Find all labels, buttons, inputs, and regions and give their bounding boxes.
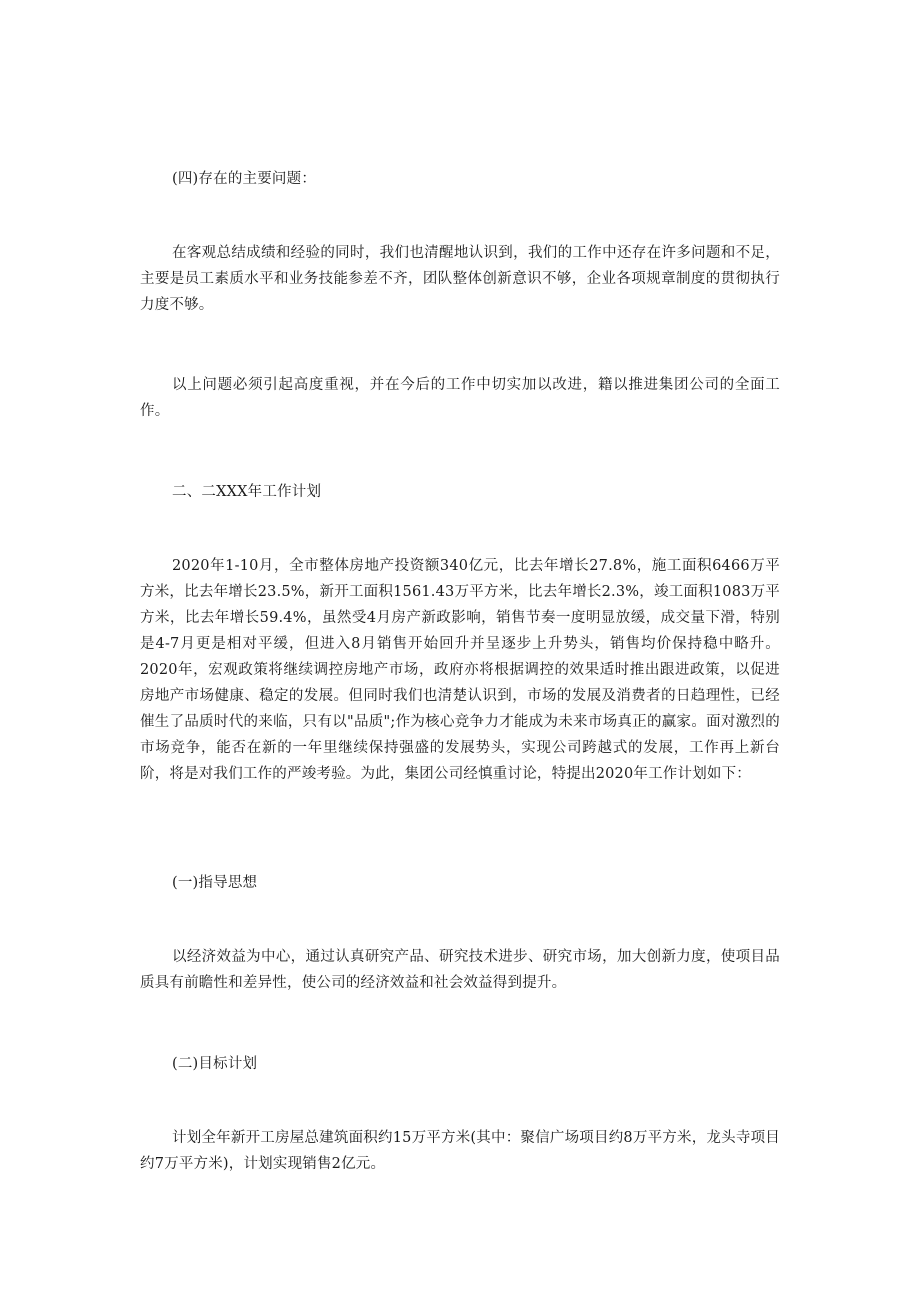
section-heading-guiding-ideology: (一)指导思想 (172, 875, 258, 891)
paragraph-target-plan: 计划全年新开工房屋总建筑面积约15万平方米(其中：聚信广场项目约8万平方米，龙头寺项目约7万平方米)，计划实现销售2亿元。 (140, 1130, 780, 1172)
section-heading-existing-problems: (四)存在的主要问题： (172, 171, 317, 187)
paragraph-problems: 在客观总结成绩和经验的同时，我们也清醒地认识到，我们的工作中还存在许多问题和不足，主要是员工素质水平和业务技能参差不齐，团队整体创新意识不够，企业各项规章制度的贯彻执行力度不够。 (140, 245, 780, 313)
paragraph-market-overview: 2020年1-10月，全市整体房地产投资额340亿元，比去年增长27.8%，施工面积6466万平方米，比去年增长23.5%，新开工面积1561.43万平方米，比去年增长2.3%，竣工面积1083万平方米，比去年增长59.4%，虽然受4月房产新政影响，销售节奏一度明显放缓，成交量下滑，特别是4-7月更是相对平缓，但进入8月销售开始回升并呈逐步上升势头，销售均价保持稳中略升。 2020年，宏观政策将继续调控房地产市场，政府亦将根据调控的效果适时推出跟进政策，以促进房地产市场健康、稳定的发展。但同时我们也清楚认识到，市场的发展及消费者的日趋理性，已经催生了品质时代的来临，只有以"品质";作为核心竞争力才能成为未来市场真正的赢家。面对激烈的市场竞争，能否在新的一年里继续保持强盛的发展势头，实现公司跨越式的发展，工作再上新台阶，将是对我们工作的严竣考验。为此，集团公司经慎重讨论，特提出2020年工作计划如下： (140, 558, 780, 782)
section-heading-target-plan: (二)目标计划 (172, 1056, 258, 1072)
paragraph-guiding-ideology: 以经济效益为中心，通过认真研究产品、研究技术进步、研究市场，加大创新力度，使项目品质具有前瞻性和差异性，使公司的经济效益和社会效益得到提升。 (140, 949, 780, 991)
section-heading-work-plan: 二、二XXX年工作计划 (172, 484, 322, 500)
paragraph-improvement: 以上问题必须引起高度重视，并在今后的工作中切实加以改进，籍以推进集团公司的全面工作。 (140, 377, 780, 419)
